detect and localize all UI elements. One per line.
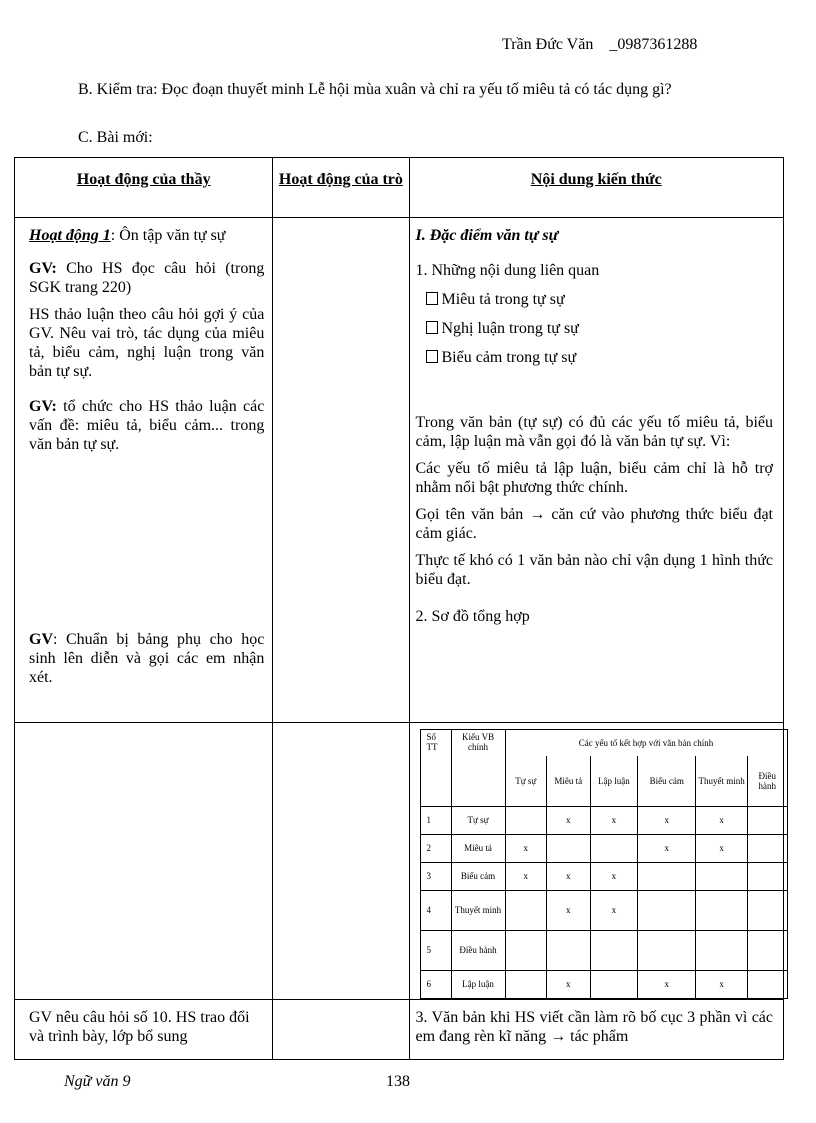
row-mark: x — [505, 862, 546, 890]
table-row-diagram — [15, 723, 784, 1000]
row-number: 6 — [420, 970, 451, 998]
teacher-activity-cell — [15, 218, 273, 723]
empty-cell — [273, 723, 409, 1000]
row-mark — [638, 862, 696, 890]
content-point-3-cell — [409, 1000, 784, 1060]
row-type: Biểu cảm — [451, 862, 505, 890]
column-header: Thuyết minh — [696, 756, 748, 806]
activity-title: Hoạt động 1 — [29, 227, 111, 244]
author-phone: _0987361288 — [609, 36, 698, 53]
row-type: Tự sự — [451, 806, 505, 834]
bullet-item: Miêu tả trong tự sự — [426, 290, 774, 309]
row-mark: x — [546, 806, 590, 834]
row-mark: x — [590, 862, 638, 890]
gv-discussion: tổ chức cho HS thảo luận các vấn đề: miêu tả, biểu cảm... trong văn bản tự sự. — [29, 398, 265, 453]
bullet-item: Nghị luận trong tự sự — [426, 319, 774, 338]
row-mark: x — [546, 890, 590, 930]
gv-label-3: GV — [29, 631, 53, 648]
row-mark: x — [505, 834, 546, 862]
row-number: 2 — [420, 834, 451, 862]
point-1: 1. Những nội dung liên quan — [415, 262, 600, 279]
summary-row — [420, 806, 787, 834]
row-number: 4 — [420, 890, 451, 930]
checkbox-icon — [426, 292, 438, 305]
content-cell — [409, 218, 784, 723]
gv-prepare-board: : Chuẩn bị bảng phụ cho học sinh lên diễn và gọi các em nhận xét. — [29, 631, 265, 686]
row-number: 3 — [420, 862, 451, 890]
row-mark — [696, 890, 748, 930]
row-mark: x — [638, 970, 696, 998]
paragraph-2: Các yếu tố miêu tả lập luận, biểu cảm chỉ là hỗ trợ nhằm nổi bật phương thức chính. — [415, 460, 773, 496]
gv-label-2: GV: — [29, 398, 57, 415]
checkbox-icon — [426, 350, 438, 363]
row-mark — [748, 862, 787, 890]
point-3: 3. Văn bản khi HS viết cần làm rõ bố cục 3 phần vì các em đang rèn kĩ năng → tác phẩm — [415, 1009, 773, 1045]
page-header — [502, 36, 697, 54]
lesson-table — [14, 157, 784, 1060]
row-mark — [546, 834, 590, 862]
header-type: Kiểu VB chính — [451, 730, 505, 807]
row-mark — [590, 970, 638, 998]
row-mark: x — [590, 890, 638, 930]
row-mark — [748, 806, 787, 834]
summary-diagram-cell — [409, 723, 784, 1000]
summary-row — [420, 834, 787, 862]
activity-subtitle: : Ôn tập văn tự sự — [110, 227, 226, 244]
summary-table — [420, 729, 788, 999]
checkbox-icon — [426, 321, 438, 334]
page-number: 138 — [386, 1073, 410, 1090]
row-mark — [590, 834, 638, 862]
row-mark: x — [696, 806, 748, 834]
section-b-check: B. Kiểm tra: Đọc đoạn thuyết minh Lễ hội mùa xuân và chỉ ra yếu tố miêu tả có tác dụng gì? — [78, 81, 672, 98]
empty-cell — [273, 1000, 409, 1060]
row-mark: x — [546, 970, 590, 998]
header-group: Các yếu tố kết hợp với văn bản chính — [505, 730, 787, 757]
row-mark — [638, 930, 696, 970]
table-row-question-10 — [15, 1000, 784, 1060]
summary-body — [420, 806, 787, 998]
summary-row — [420, 890, 787, 930]
row-mark: x — [638, 806, 696, 834]
footer-subject: Ngữ văn 9 — [64, 1073, 131, 1090]
empty-cell — [15, 723, 273, 1000]
row-mark — [505, 970, 546, 998]
row-mark — [505, 930, 546, 970]
row-mark — [505, 890, 546, 930]
row-number: 1 — [420, 806, 451, 834]
summary-row — [420, 862, 787, 890]
student-activity-cell — [273, 218, 409, 723]
section-title: I. Đặc điểm văn tự sự — [415, 227, 559, 244]
paragraph-1: Trong văn bản (tự sự) có đủ các yếu tố miêu tả, biểu cảm, lập luận mà vẫn gọi đó là văn bản tự sự. Vì: — [415, 414, 773, 450]
row-type: Miêu tả — [451, 834, 505, 862]
row-mark — [748, 930, 787, 970]
paragraph-3: Gọi tên văn bản → căn cứ vào phương thức biểu đạt cảm giác. — [415, 506, 773, 542]
hs-discussion: HS thảo luận theo câu hỏi gợi ý của GV. Nêu vai trò, tác dụng của miêu tả, biểu cảm, nghị luận trong văn bản tự sự. — [29, 306, 265, 380]
gv-label: GV: — [29, 260, 57, 277]
gv-instruction: Cho HS đọc câu hỏi (trong SGK trang 220) — [29, 260, 265, 296]
row-type: Lập luận — [451, 970, 505, 998]
row-mark — [748, 834, 787, 862]
row-mark: x — [696, 834, 748, 862]
author-name: Trần Đức Văn — [502, 36, 594, 53]
row-mark: x — [696, 970, 748, 998]
table-header-row — [15, 158, 784, 218]
question-10-text: GV nêu câu hỏi số 10. HS trao đổi và trình bày, lớp bổ sung — [29, 1009, 250, 1045]
column-header: Lập luận — [590, 756, 638, 806]
header-student: Hoạt động của trò — [273, 158, 409, 218]
row-mark — [505, 806, 546, 834]
row-mark — [546, 930, 590, 970]
summary-row — [420, 930, 787, 970]
header-stt: Số TT — [420, 730, 451, 807]
column-header: Miêu tả — [546, 756, 590, 806]
row-number: 5 — [420, 930, 451, 970]
row-mark: x — [546, 862, 590, 890]
row-mark: x — [638, 834, 696, 862]
row-mark — [590, 930, 638, 970]
table-row-activity-1 — [15, 218, 784, 723]
column-header: Điều hành — [748, 756, 787, 806]
section-c-new-lesson: C. Bài mới: — [78, 129, 153, 146]
summary-row — [420, 970, 787, 998]
row-mark — [638, 890, 696, 930]
row-mark — [696, 930, 748, 970]
row-mark: x — [590, 806, 638, 834]
bullet-item: Biểu cảm trong tự sự — [426, 348, 774, 367]
row-mark — [696, 862, 748, 890]
row-type: Điều hành — [451, 930, 505, 970]
column-header: Tự sự — [505, 756, 546, 806]
row-type: Thuyết minh — [451, 890, 505, 930]
row-mark — [748, 890, 787, 930]
point-2: 2. Sơ đồ tổng hợp — [415, 608, 530, 625]
header-content: Nội dung kiến thức — [409, 158, 784, 218]
row-mark — [748, 970, 787, 998]
paragraph-4: Thực tế khó có 1 văn bản nào chỉ vận dụng 1 hình thức biểu đạt. — [415, 552, 773, 588]
column-header: Biểu cảm — [638, 756, 696, 806]
teacher-question-cell — [15, 1000, 273, 1060]
header-teacher: Hoạt động của thầy — [15, 158, 273, 218]
